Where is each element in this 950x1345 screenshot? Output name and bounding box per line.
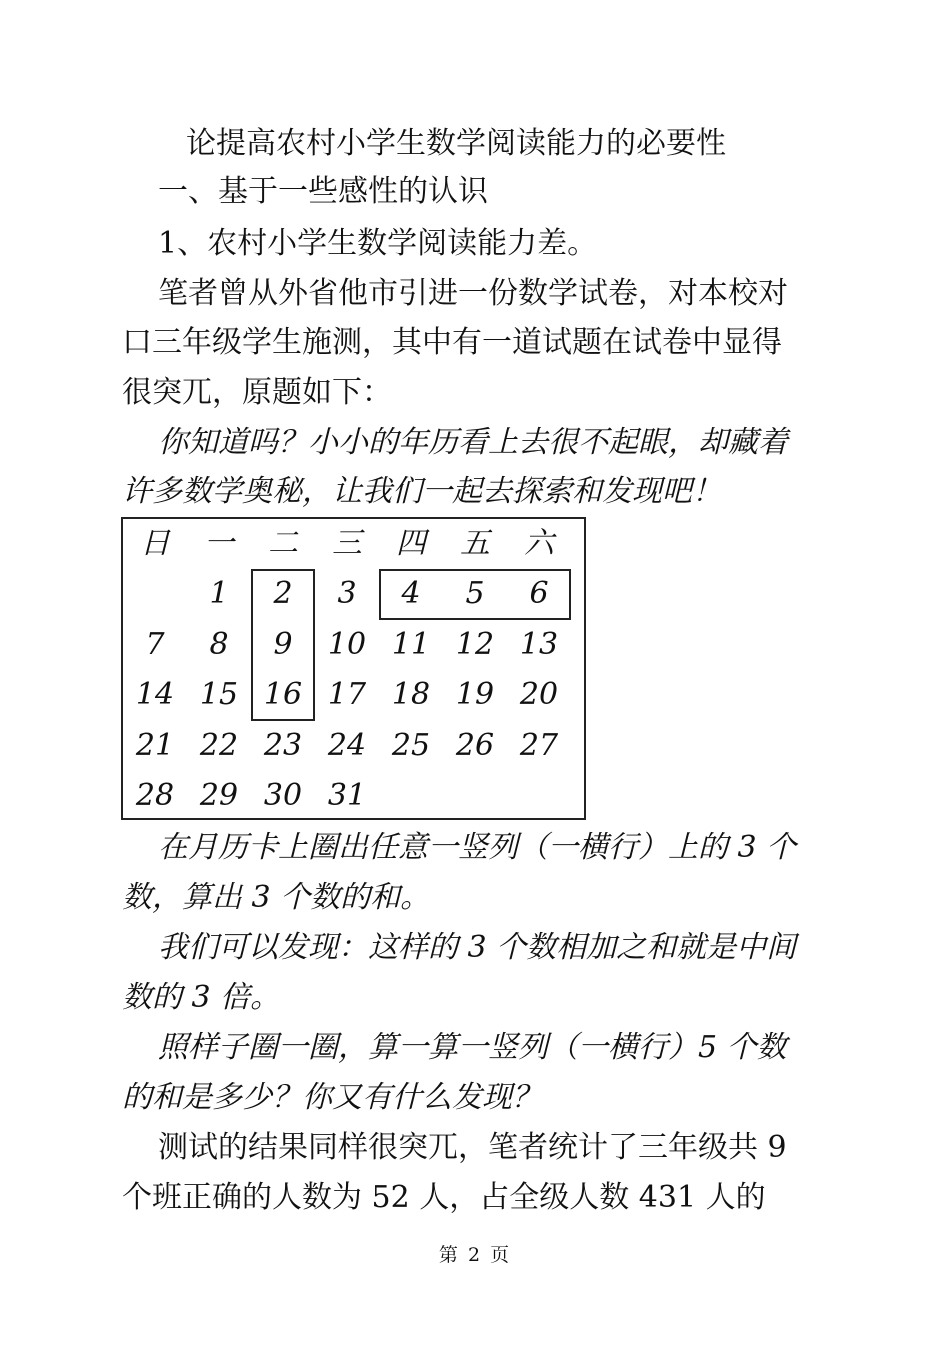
calendar-day: 11 (391, 627, 431, 662)
page-title: 论提高农村小学生数学阅读能力的必要性 (186, 126, 726, 161)
question-text-line: 在月历卡上圈出任意一竖列（一横行）上的 3 个 (158, 830, 797, 865)
calendar-day: 2 (273, 576, 293, 611)
calendar-table (121, 517, 586, 820)
weekday-header: 五 (460, 526, 490, 561)
vertical-highlight-box (251, 569, 315, 721)
calendar-day: 27 (519, 728, 559, 763)
calendar-day: 23 (263, 728, 303, 763)
calendar-day: 4 (401, 576, 421, 611)
weekday-header: 二 (268, 526, 298, 561)
calendar-day: 8 (209, 627, 229, 662)
calendar-day: 28 (135, 778, 175, 813)
question-text-line: 数的 3 倍。 (122, 980, 281, 1015)
calendar-day: 18 (391, 677, 431, 712)
subsection-heading: 1、农村小学生数学阅读能力差。 (158, 226, 598, 261)
section-heading: 一、基于一些感性的认识 (158, 174, 488, 209)
calendar-day: 9 (273, 627, 293, 662)
weekday-header: 日 (140, 526, 170, 561)
calendar-day (443, 771, 507, 821)
calendar-day (379, 771, 443, 821)
calendar-day: 3 (337, 576, 357, 611)
page-number: 第 2 页 (438, 1244, 512, 1266)
paragraph-line: 口三年级学生施测，其中有一道试题在试卷中显得 (122, 325, 782, 360)
paragraph-line: 测试的结果同样很突兀，笔者统计了三年级共 9 (158, 1130, 787, 1165)
paragraph-line: 很突兀，原题如下： (122, 375, 392, 410)
calendar-day: 7 (145, 627, 165, 662)
calendar-day: 10 (327, 627, 367, 662)
calendar-day: 22 (199, 728, 239, 763)
calendar-day: 15 (199, 677, 239, 712)
question-intro-line: 许多数学奥秘，让我们一起去探索和发现吧！ (122, 474, 722, 509)
calendar-day (507, 771, 571, 821)
calendar-day: 12 (455, 627, 495, 662)
calendar-day: 29 (199, 778, 239, 813)
calendar-day: 14 (135, 677, 175, 712)
weekday-header: 四 (396, 526, 426, 561)
calendar-day: 1 (209, 576, 229, 611)
question-text-line: 照样子圈一圈，算一算一竖列（一横行）5 个数 (158, 1030, 787, 1065)
calendar-day: 26 (455, 728, 495, 763)
paragraph-line: 个班正确的人数为 52 人，占全级人数 431 人的 (122, 1180, 766, 1215)
calendar-day: 31 (327, 778, 367, 813)
question-text-line: 数，算出 3 个数的和。 (122, 880, 431, 915)
calendar-day: 21 (135, 728, 175, 763)
question-text-line: 的和是多少？你又有什么发现？ (122, 1080, 542, 1115)
weekday-header: 一 (204, 526, 234, 561)
calendar-day: 5 (465, 576, 485, 611)
calendar-day: 16 (263, 677, 303, 712)
weekday-header: 三 (332, 526, 362, 561)
calendar-day: 30 (263, 778, 303, 813)
calendar-day: 17 (327, 677, 367, 712)
calendar-day: 20 (519, 677, 559, 712)
question-text-line: 我们可以发现：这样的 3 个数相加之和就是中间 (158, 930, 797, 965)
calendar-day: 24 (327, 728, 367, 763)
calendar-day: 25 (391, 728, 431, 763)
question-intro-line: 你知道吗？小小的年历看上去很不起眼，却藏着 (158, 425, 788, 460)
calendar-day: 13 (519, 627, 559, 662)
paragraph-line: 笔者曾从外省他市引进一份数学试卷，对本校对 (158, 276, 788, 311)
calendar-day: 19 (455, 677, 495, 712)
horizontal-highlight-box (379, 569, 571, 620)
calendar-day (123, 569, 187, 619)
calendar-day: 6 (529, 576, 549, 611)
weekday-header: 六 (524, 526, 554, 561)
